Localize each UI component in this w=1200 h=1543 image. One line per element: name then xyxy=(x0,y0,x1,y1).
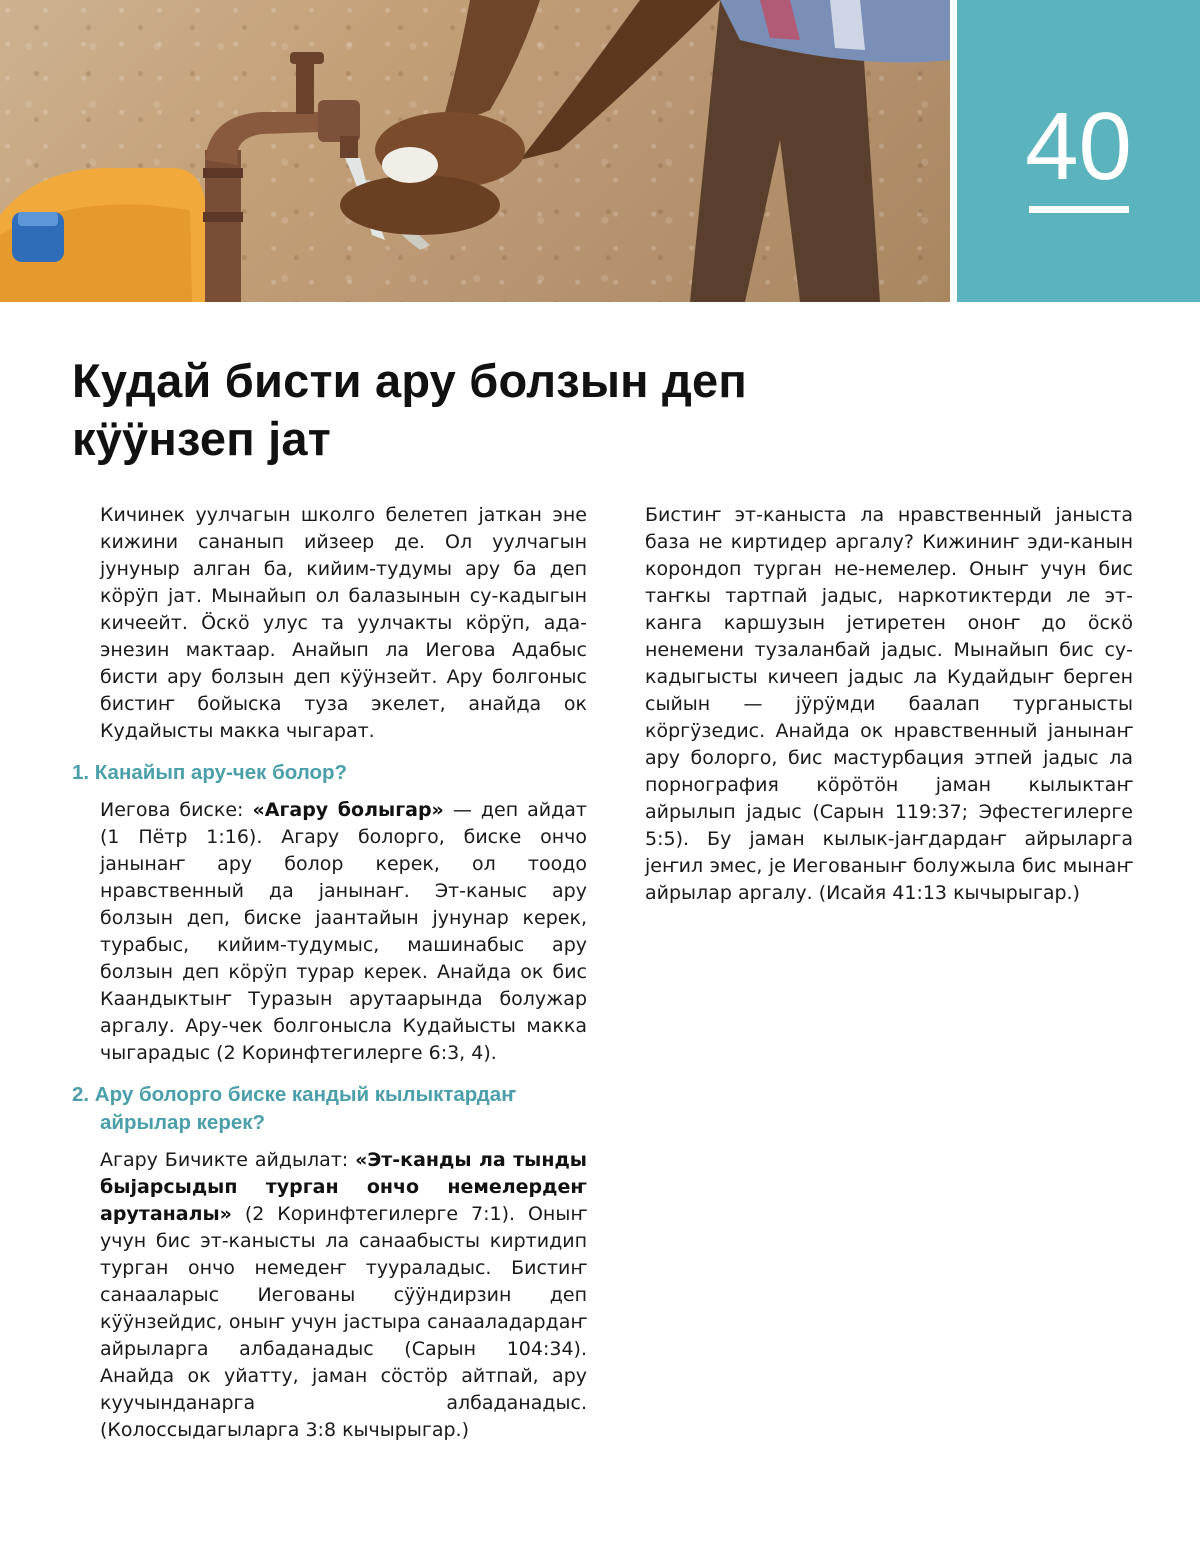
lesson-number-badge xyxy=(957,0,1200,302)
lesson-number-underline xyxy=(1029,206,1129,213)
section-1-text-rest: — деп айдат (1 Пётр 1:16). Агару болорго, биске ончо јанынаҥ ару болор керек, ол тоодо нравственный да јанынаҥ. Эт-каныс ару болзын деп, биске јаантайын јунунар керек, турабыс, кийим-тудумыс, машинабыс ару болзын деп кӧрӱп турар керек. Анайда ок бис Каандыктыҥ Туразын арутаарында болужар аргалу. Ару-чек болгонысла Кудайысты макка чыгарадыс (2 Коринфтегилерге 6:3, 4). xyxy=(100,799,587,1064)
section-2-paragraph xyxy=(100,1147,587,1444)
left-column xyxy=(72,502,587,1454)
section-2-text-rest: (2 Коринфтегилерге 7:1). Оныҥ учун бис эт-канысты ла санаабысты киртидип турган ончо немедеҥ туураладыс. Бистиҥ санааларыс Иегованы сӱӱндирзин деп кӱӱнзейдис, оныҥ учун јастыра санааладардаҥ айрыларга албаданадыс (Сарын 104:34). Анайда ок уйатту, јаман сӧстӧр айтпай, ару куучынданарга албаданадыс. (Колоссыдагыларга 3:8 кычырыгар.) xyxy=(100,1203,587,1441)
hand-washing-illustration xyxy=(0,0,950,302)
lesson-number: 40 xyxy=(1025,93,1132,200)
section-1-paragraph xyxy=(100,797,587,1067)
section-1-quote: «Агару болыгар» xyxy=(252,799,444,821)
section-2-question: 2. Ару болорго биске кандый кылыктардаҥ айрылар керек? xyxy=(72,1083,516,1134)
right-column xyxy=(645,502,1133,917)
section-2-text-lead: Агару Бичикте айдылат: xyxy=(100,1149,356,1171)
section-2-quote: «Эт-канды ла тынды быјарсыдып турган ончо немелердеҥ арутаналы» xyxy=(100,1149,587,1225)
page-title: Кудай бисти ару болзын деп кӱӱнзеп јат xyxy=(72,354,747,465)
section-1-question: 1. Канайып ару-чек болор? xyxy=(72,761,348,784)
section-2-paragraph-2: Бистиҥ эт-каныста ла нравственный јаныста база не киртидер аргалу? Кижиниҥ эди-канын корондоп турган не-немелер. Оныҥ учун бис таҥкы тартпай јадыс, наркотиктерди ле эт-канга каршузын јетиретен оноҥ до ӧскӧ ненемени тузаланбай јадыс. Мынайып бис су-кадыгысты кичееп јадыс ла Кудайдыҥ берген сыйын — јӱрӱмди баалап турганысты кӧргӱзедис. Анайда ок нравственный јанынаҥ ару болорго, бис мастурбация этпей јадыс ла порнография кӧрӧтӧн јаман кылыктаҥ айрылып јадыс (Сарын 119:37; Эфестегилерге 5:5). Бу јаман кылык-јаҥдардаҥ айрыларга јеҥил эмес, је Иегованыҥ болужыла бис мынаҥ айрылар аргалу. (Исайя 41:13 кычырыгар.) xyxy=(645,504,1133,904)
section-1-text-lead: Иегова биске: xyxy=(100,799,253,821)
intro-paragraph: Кичинек уулчагын школго белетеп јаткан эне кижини сананып ийзеер де. Ол уулчагын јунуныр алган ба, кийим-тудумы ару ба деп кӧрӱп јат. Мынайып ол балазынын су-кадыгын кичеейт. Ӧскӧ улус та уулчакты кӧрӱп, ада-энезин мактаар. Анайып ла Иегова Адабыс бисти ару болзын деп кӱӱнзейт. Ару болгоныс бистиҥ бойыска туза экелет, анайда ок Кудайысты макка чыгарат. xyxy=(100,504,587,742)
hero-photo xyxy=(0,0,950,302)
